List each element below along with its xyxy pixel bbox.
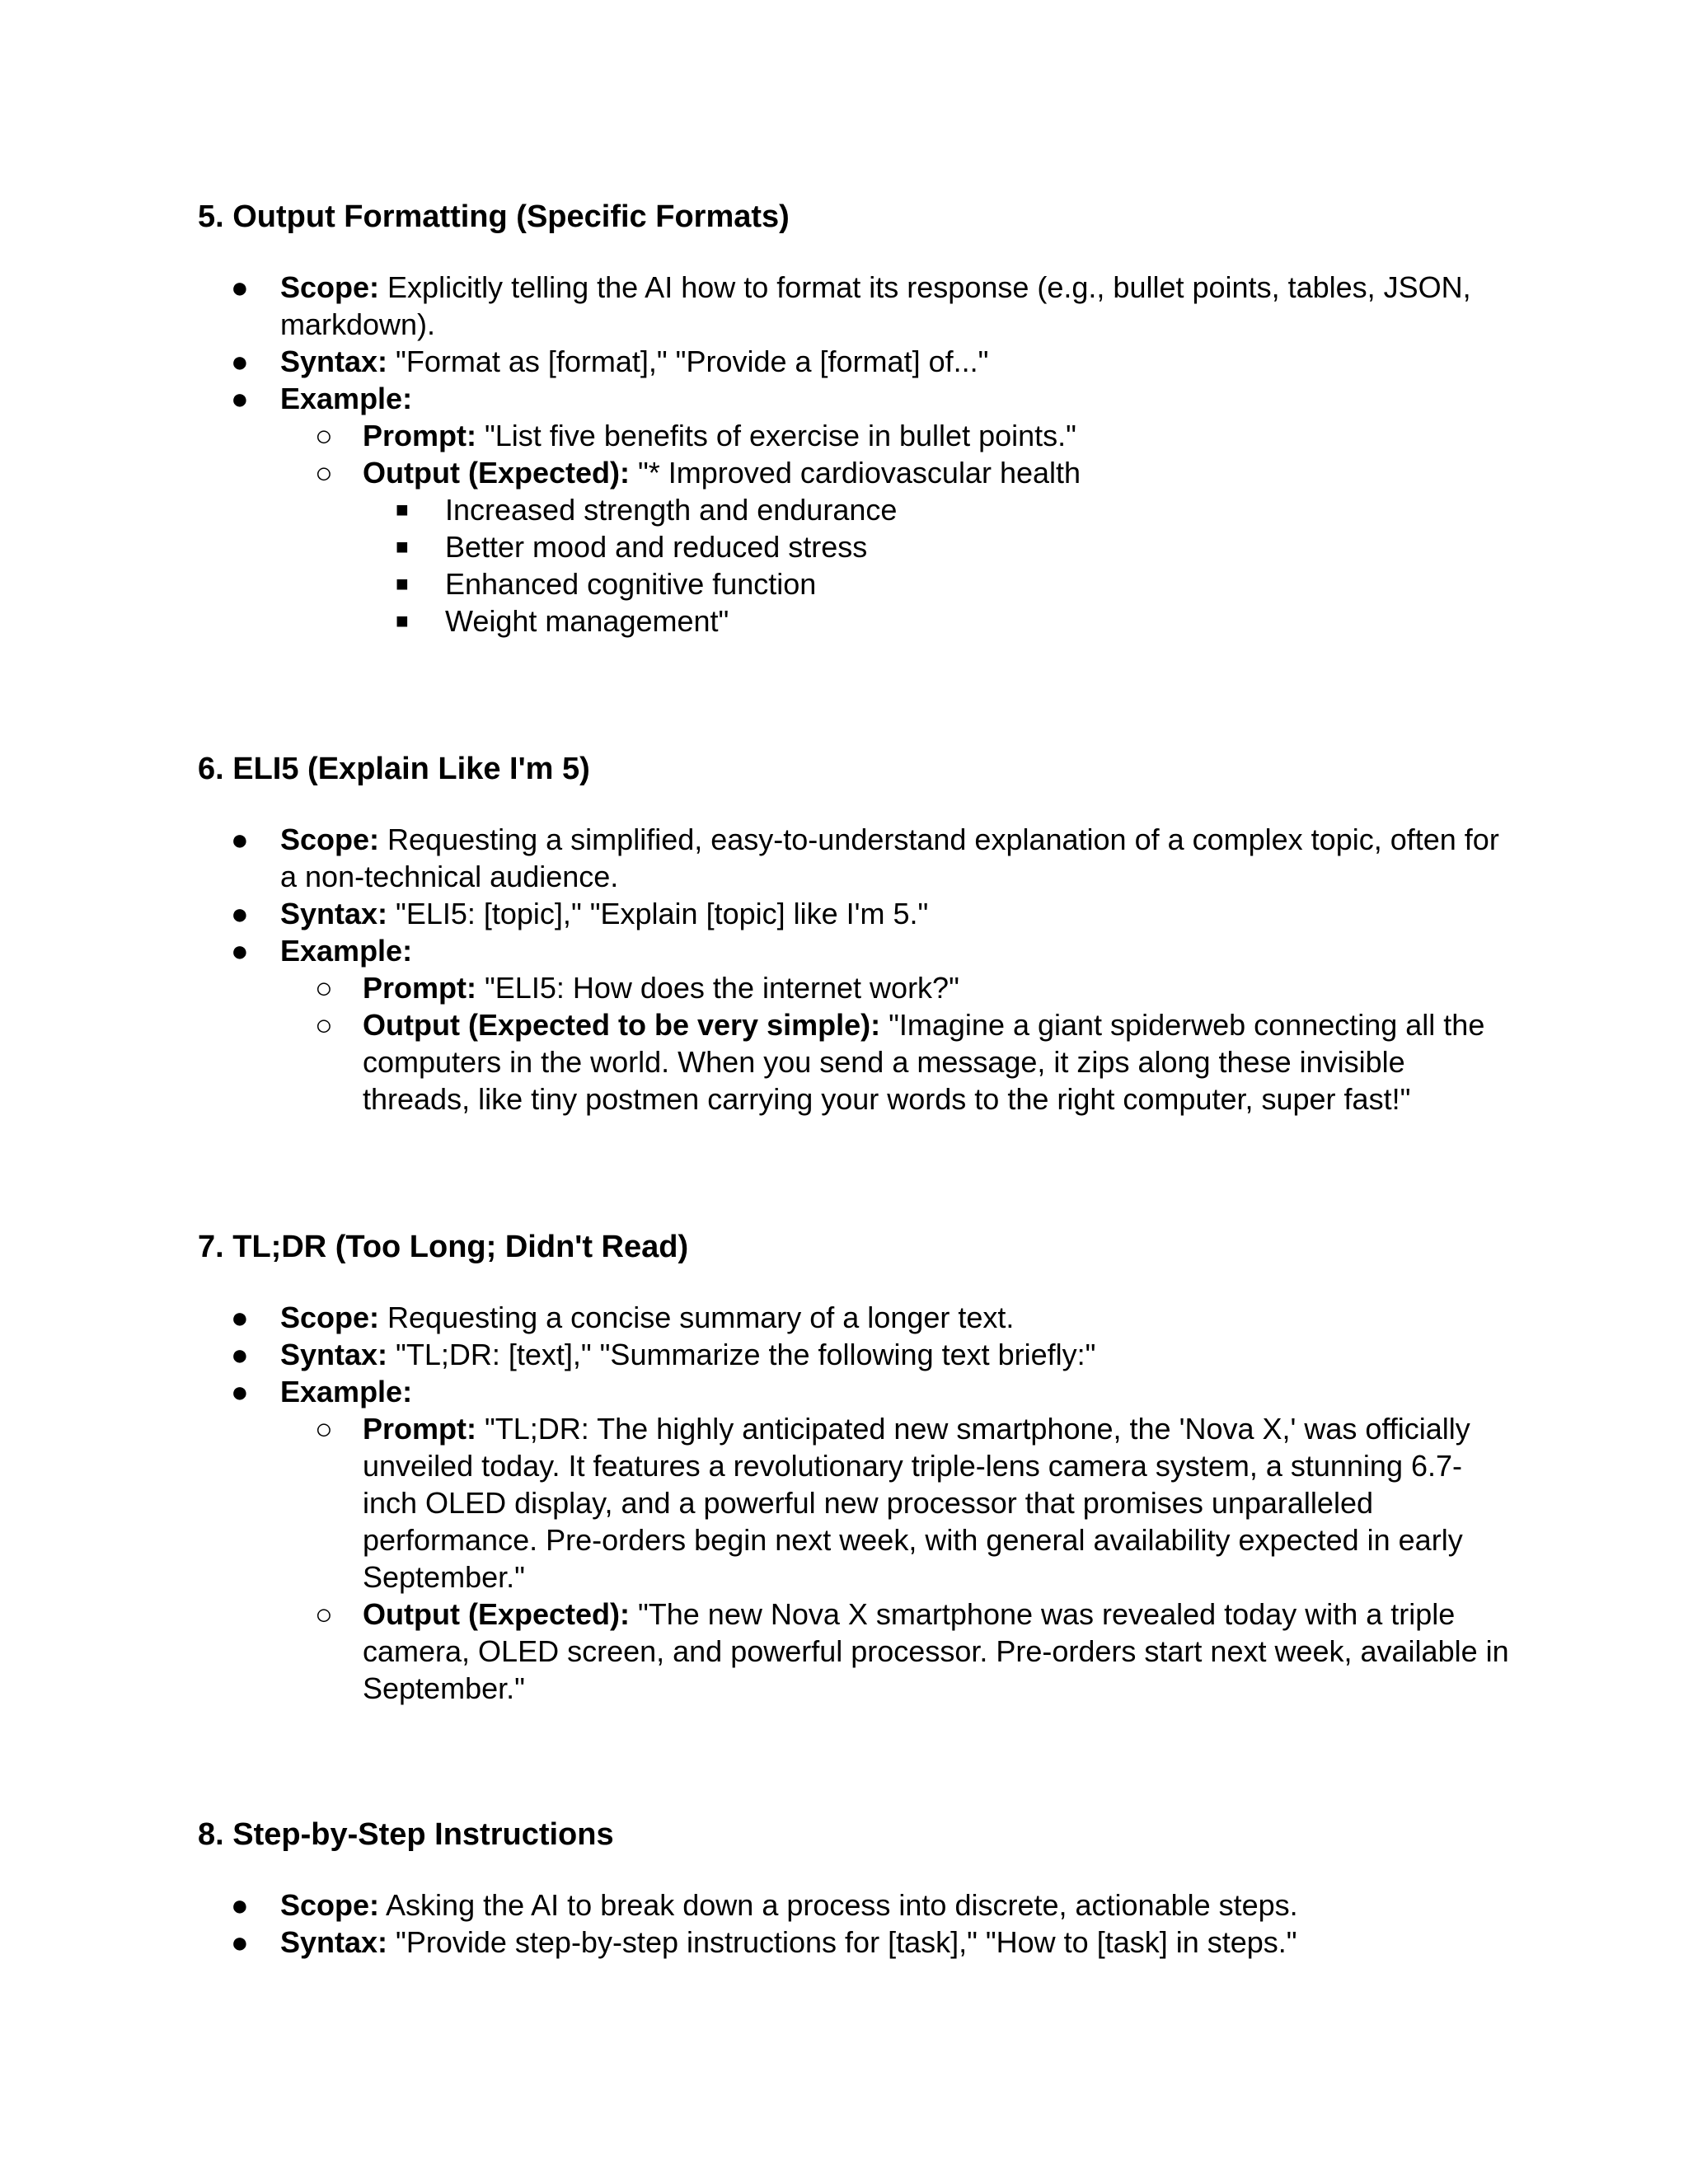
output-item-text: Weight management" — [445, 604, 729, 638]
list-item-example — [198, 380, 1517, 640]
list-item-scope — [198, 1886, 1517, 1924]
list-item-prompt — [280, 1410, 1517, 1596]
circle-marker: ○ — [315, 419, 333, 452]
scope-text: Asking the AI to break down a process into discrete, actionable steps. — [379, 1888, 1298, 1922]
prompt-label: Prompt: — [363, 1412, 476, 1446]
output-label: Output (Expected): — [363, 1597, 630, 1631]
list-item-syntax — [198, 1336, 1517, 1373]
syntax-text: "TL;DR: [text]," "Summarize the following text briefly:" — [387, 1338, 1096, 1371]
output-text: "The new Nova X smartphone was revealed today with a triple camera, OLED screen, and powerful processor. Pre-orders start next week, available in September." — [363, 1597, 1509, 1705]
scope-text: Requesting a concise summary of a longer text. — [379, 1301, 1015, 1334]
syntax-text: "Provide step-by-step instructions for [task]," "How to [task] in steps." — [387, 1925, 1297, 1959]
output-text: "* Improved cardiovascular health — [629, 456, 1081, 490]
circle-marker: ○ — [315, 971, 333, 1005]
output-label: Output (Expected to be very simple): — [363, 1008, 881, 1042]
section-heading: 5. Output Formatting (Specific Formats) — [198, 199, 790, 234]
prompt-label: Prompt: — [363, 419, 476, 452]
syntax-label: Syntax: — [280, 344, 388, 378]
prompt-label: Prompt: — [363, 971, 476, 1005]
prompt-text: "TL;DR: The highly anticipated new smartphone, the 'Nova X,' was officially unveiled today. It features a revolutionary triple-lens camera system, a stunning 6.7-inch OLED display, and a powerful new processor that promises unparalleled performance. Pre-orders begin next week, with general availability expected in early September." — [363, 1412, 1470, 1594]
output-item-text: Better mood and reduced stress — [445, 530, 868, 564]
bullet-list — [198, 269, 1517, 640]
output-items-list — [363, 491, 1517, 640]
section-eli5 — [198, 751, 1517, 1118]
section-heading: 8. Step-by-Step Instructions — [198, 1817, 614, 1852]
list-item-example — [198, 932, 1517, 1118]
bullet-marker: ● — [231, 1338, 249, 1371]
bullet-marker: ● — [231, 1301, 249, 1334]
scope-text: Explicitly telling the AI how to format its response (e.g., bullet points, tables, JSON, markdown). — [280, 270, 1471, 341]
section-heading: 6. ELI5 (Explain Like I'm 5) — [198, 752, 590, 786]
output-item-text: Enhanced cognitive function — [445, 567, 817, 601]
square-marker: ■ — [396, 534, 409, 559]
output-label: Output (Expected): — [363, 456, 630, 490]
circle-marker: ○ — [315, 1597, 333, 1631]
bullet-marker: ● — [231, 1375, 249, 1408]
section-tldr — [198, 1229, 1517, 1707]
output-item — [363, 491, 1517, 528]
circle-marker: ○ — [315, 1412, 333, 1446]
section-output-formatting — [198, 199, 1517, 640]
example-label: Example: — [280, 382, 413, 415]
bullet-list — [198, 821, 1517, 1118]
list-item-scope — [198, 1299, 1517, 1336]
scope-label: Scope: — [280, 1301, 380, 1334]
list-item-syntax — [198, 895, 1517, 932]
scope-text: Requesting a simplified, easy-to-understand explanation of a complex topic, often for a non-technical audience. — [280, 823, 1499, 893]
scope-label: Scope: — [280, 270, 380, 304]
syntax-text: "ELI5: [topic]," "Explain [topic] like I'm 5." — [387, 897, 929, 930]
list-item-prompt — [280, 969, 1517, 1006]
scope-label: Scope: — [280, 1888, 380, 1922]
circle-marker: ○ — [315, 1008, 333, 1042]
bullet-marker: ● — [231, 344, 249, 378]
section-heading: 7. TL;DR (Too Long; Didn't Read) — [198, 1230, 689, 1264]
square-marker: ■ — [396, 571, 409, 596]
bullet-list — [198, 1299, 1517, 1707]
bullet-list — [198, 1886, 1517, 1961]
output-text: "Imagine a giant spiderweb connecting all the computers in the world. When you send a message, it zips along these invisible threads, like tiny postmen carrying your words to the right computer, super fast!" — [363, 1008, 1485, 1116]
example-label: Example: — [280, 1375, 413, 1408]
list-item-output — [280, 1596, 1517, 1707]
list-item-scope — [198, 821, 1517, 895]
sub-list — [280, 969, 1517, 1118]
prompt-text: "List five benefits of exercise in bullet points." — [476, 419, 1076, 452]
bullet-marker: ● — [231, 382, 249, 415]
list-item-output — [280, 1006, 1517, 1118]
square-marker: ■ — [396, 497, 409, 522]
bullet-marker: ● — [231, 1925, 249, 1959]
bullet-marker: ● — [231, 270, 249, 304]
output-item — [363, 528, 1517, 565]
bullet-marker: ● — [231, 934, 249, 968]
prompt-text: "ELI5: How does the internet work?" — [476, 971, 959, 1005]
output-item-text: Increased strength and endurance — [445, 493, 898, 527]
section-step-by-step — [198, 1816, 1517, 1961]
list-item-syntax — [198, 1924, 1517, 1961]
list-item-syntax — [198, 343, 1517, 380]
list-item-example — [198, 1373, 1517, 1707]
example-label: Example: — [280, 934, 413, 968]
bullet-marker: ● — [231, 897, 249, 930]
list-item-output — [280, 454, 1517, 640]
list-item-scope — [198, 269, 1517, 343]
list-item-prompt — [280, 417, 1517, 454]
syntax-label: Syntax: — [280, 1925, 388, 1959]
bullet-marker: ● — [231, 823, 249, 856]
syntax-label: Syntax: — [280, 1338, 388, 1371]
scope-label: Scope: — [280, 823, 380, 856]
syntax-text: "Format as [format]," "Provide a [format] of..." — [387, 344, 989, 378]
sub-list — [280, 1410, 1517, 1707]
syntax-label: Syntax: — [280, 897, 388, 930]
output-item — [363, 602, 1517, 640]
output-item — [363, 565, 1517, 602]
square-marker: ■ — [396, 608, 409, 633]
circle-marker: ○ — [315, 456, 333, 490]
sub-list — [280, 417, 1517, 640]
bullet-marker: ● — [231, 1888, 249, 1922]
